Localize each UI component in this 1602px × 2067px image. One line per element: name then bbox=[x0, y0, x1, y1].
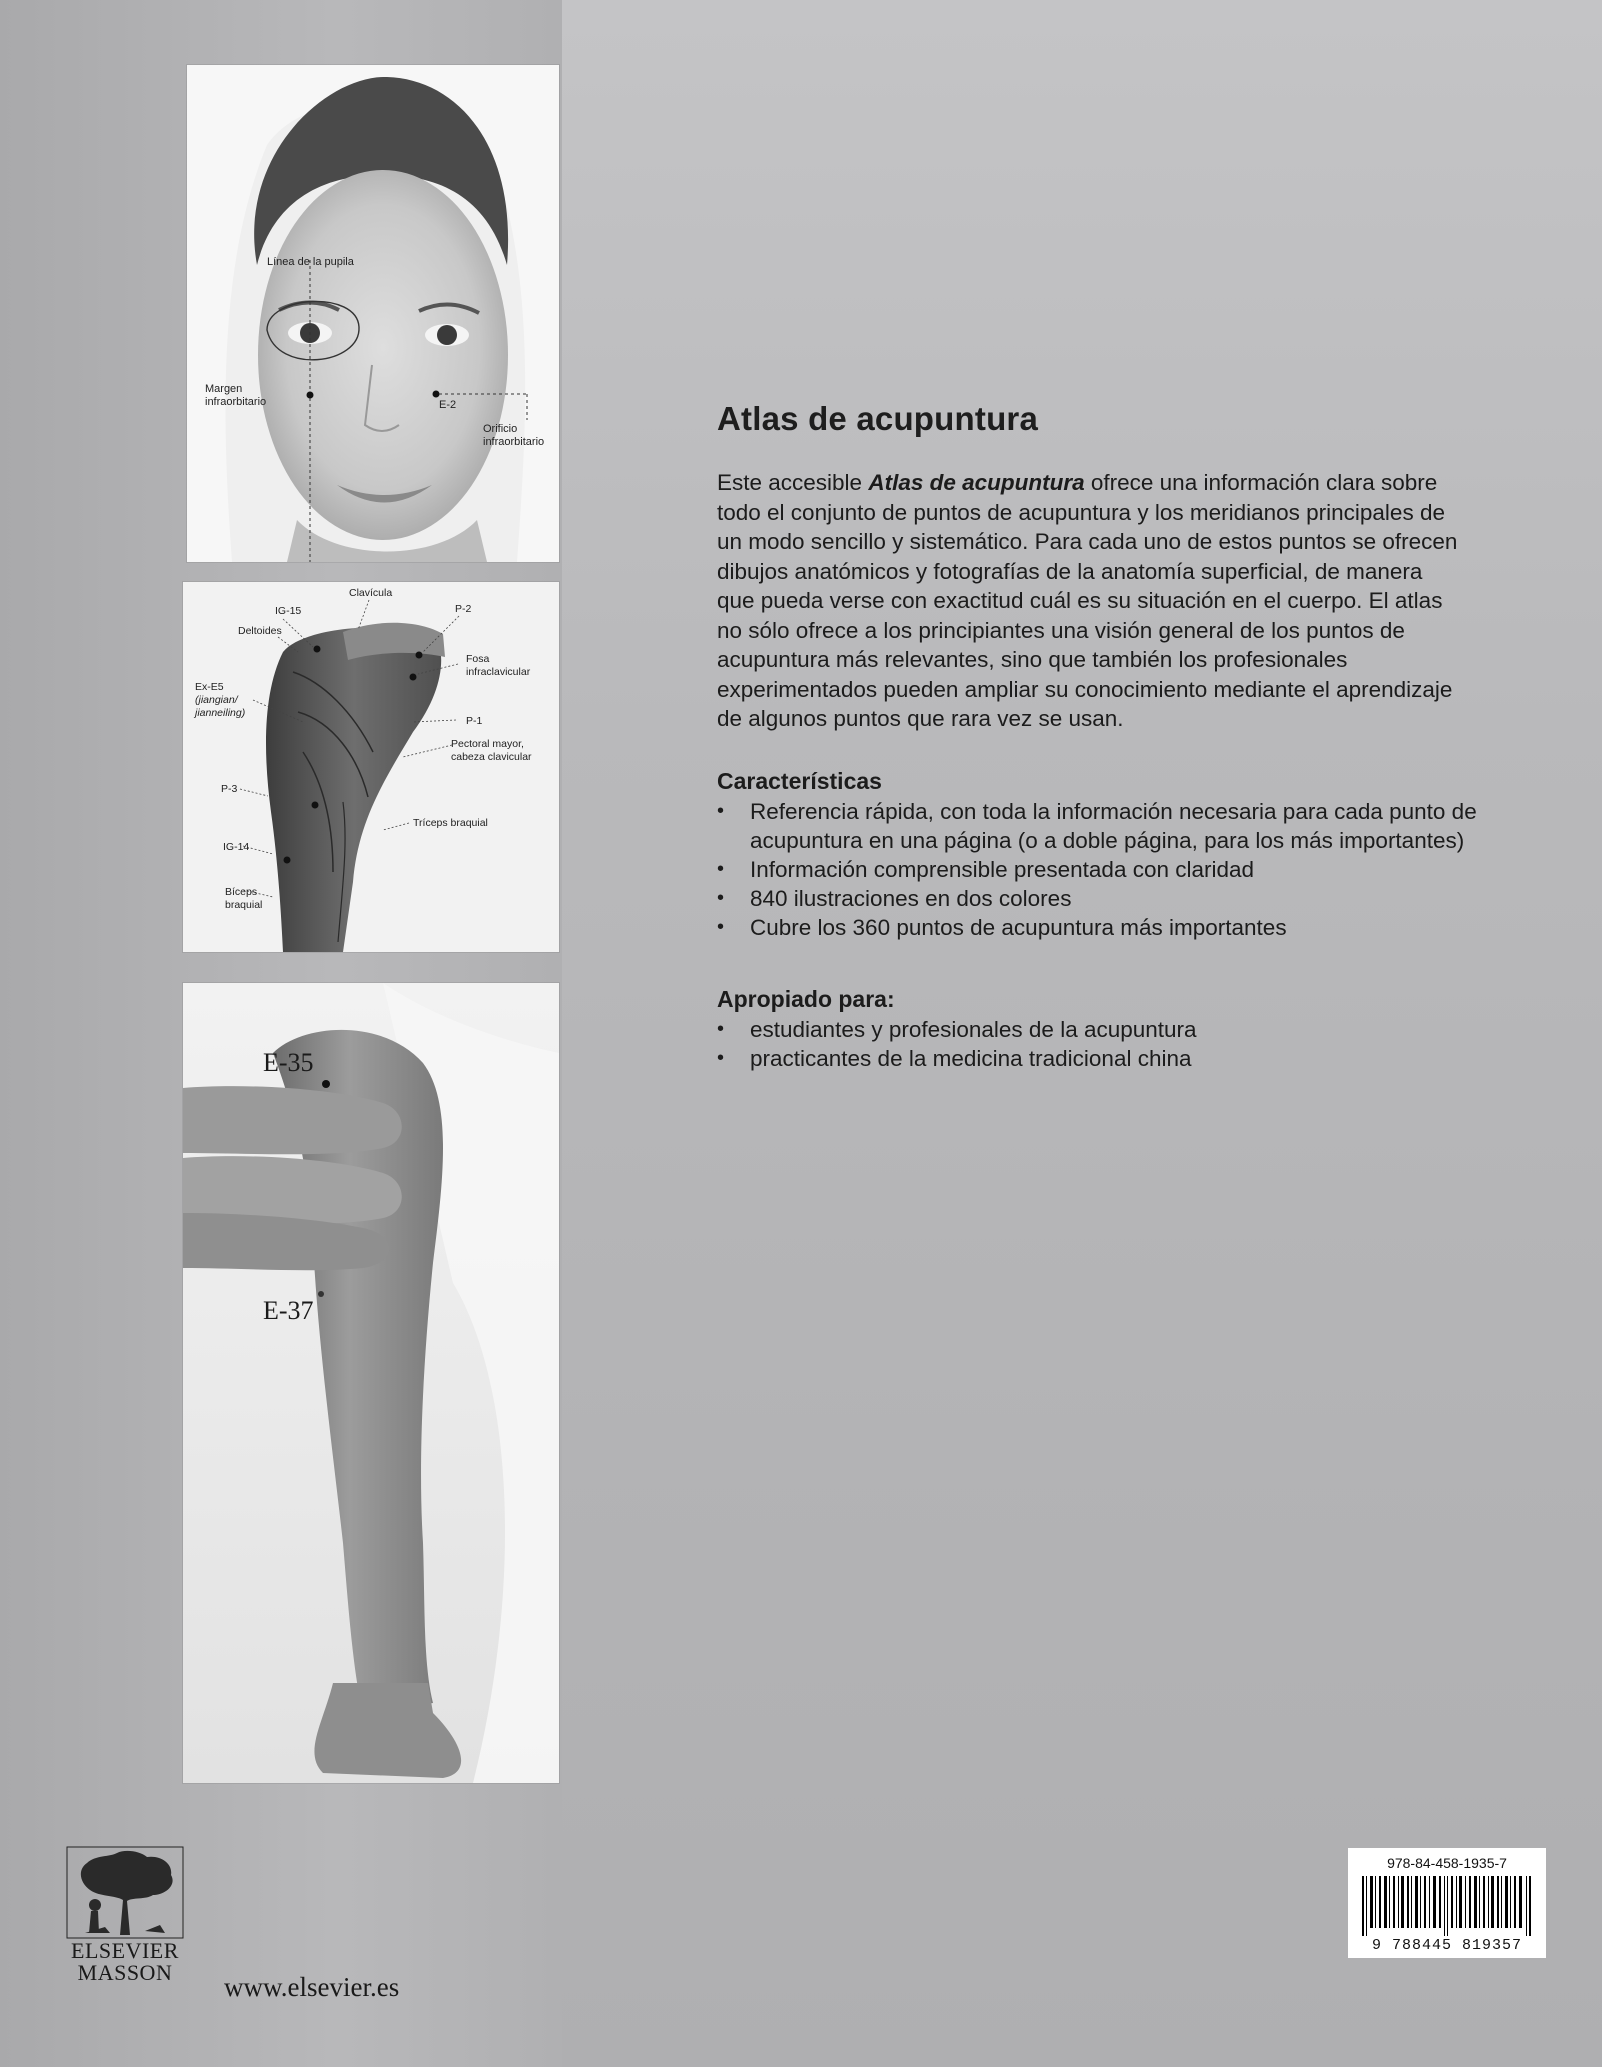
publisher-url[interactable]: www.elsevier.es bbox=[224, 1972, 400, 2002]
list-item: • practicantes de la medicina tradicional china bbox=[717, 1044, 1477, 1073]
isbn-label: 978-84-458-1935-7 bbox=[1387, 1855, 1507, 1871]
label-pectoral-2: cabeza clavicular bbox=[451, 751, 532, 763]
label-margin-2: infraorbitario bbox=[205, 396, 267, 408]
publisher-logo bbox=[55, 1845, 195, 1984]
label-biceps-2: braquial bbox=[225, 899, 263, 911]
face-photo bbox=[187, 65, 559, 562]
label-biceps: Bíceps bbox=[225, 886, 258, 898]
label-e35: E-35 bbox=[263, 1048, 314, 1077]
label-clavicula: Clavícula bbox=[349, 587, 393, 599]
features-heading: Características bbox=[717, 767, 882, 794]
audience-heading: Apropiado para: bbox=[717, 985, 895, 1012]
book-description bbox=[717, 468, 1462, 734]
audience-list bbox=[717, 1015, 1477, 1073]
tree-icon bbox=[65, 1845, 185, 1940]
description-prefix: Este accesible bbox=[717, 470, 869, 495]
shoulder-anatomy-photo bbox=[183, 582, 559, 952]
list-item: • estudiantes y profesionales de la acupuntura bbox=[717, 1015, 1477, 1044]
label-orifice-2: infraorbitario bbox=[483, 436, 545, 448]
label-deltoides: Deltoides bbox=[238, 625, 282, 637]
label-fosa-2: infraclavicular bbox=[466, 666, 531, 678]
description-rest: ofrece una información clara sobre todo el conjunto de puntos de acupuntura y los meridianos principales de un modo sencillo y sistemático. Para cada uno de estos puntos se ofrecen dibujos anatómicos y fotografías de la anatomía superficial, de manera que pueda verse con exactitud cuál es su situación en el cuerpo. El atlas no sólo ofrece a los principiantes una visión general de los puntos de acupuntura más relevantes, sino que también los profesionales experimentados pueden ampliar su conocimiento mediante el aprendizaje de algunos puntos que rara vez se usan. bbox=[717, 470, 1458, 731]
list-item: • 840 ilustraciones en dos colores bbox=[717, 884, 1477, 913]
barcode-digits: 9 788445 819357 bbox=[1371, 1937, 1523, 1954]
label-ig15: IG-15 bbox=[275, 605, 302, 617]
label-triceps: Tríceps braquial bbox=[413, 817, 488, 829]
barcode bbox=[1348, 1848, 1546, 1958]
publisher-name-line1: ELSEVIER bbox=[71, 1938, 179, 1963]
list-item: • Cubre los 360 puntos de acupuntura más importantes bbox=[717, 913, 1477, 942]
publisher-name-line2: MASSON bbox=[77, 1960, 173, 1985]
label-pectoral: Pectoral mayor, bbox=[451, 738, 524, 750]
features-list bbox=[717, 797, 1477, 942]
leg-photo bbox=[183, 983, 559, 1783]
label-orifice: Orificio bbox=[483, 423, 518, 435]
label-margin: Margen bbox=[205, 383, 243, 395]
book-title: Atlas de acupuntura bbox=[717, 400, 1039, 437]
label-jiangian: (jiangian/ bbox=[195, 694, 238, 706]
description-column bbox=[717, 400, 1477, 1073]
label-pupil-line: Línea de la pupila bbox=[267, 256, 354, 268]
label-fosa: Fosa bbox=[466, 653, 490, 665]
label-exe5: Ex-E5 bbox=[195, 681, 224, 693]
list-item: • Referencia rápida, con toda la información necesaria para cada punto de acupuntura en una página (o a doble página, para los más importantes) bbox=[717, 797, 1477, 855]
label-e2: E-2 bbox=[439, 399, 457, 411]
label-ig14: IG-14 bbox=[223, 841, 250, 853]
list-item: • Información comprensible presentada con claridad bbox=[717, 855, 1477, 884]
label-p1: P-1 bbox=[466, 715, 483, 727]
label-p2: P-2 bbox=[455, 603, 472, 615]
description-emphasis: Atlas de acupuntura bbox=[868, 470, 1085, 495]
label-e37: E-37 bbox=[263, 1296, 314, 1325]
label-jianneiling: jianneiling) bbox=[195, 707, 246, 719]
label-p3: P-3 bbox=[221, 783, 238, 795]
barcode-bars bbox=[1360, 1876, 1534, 1936]
